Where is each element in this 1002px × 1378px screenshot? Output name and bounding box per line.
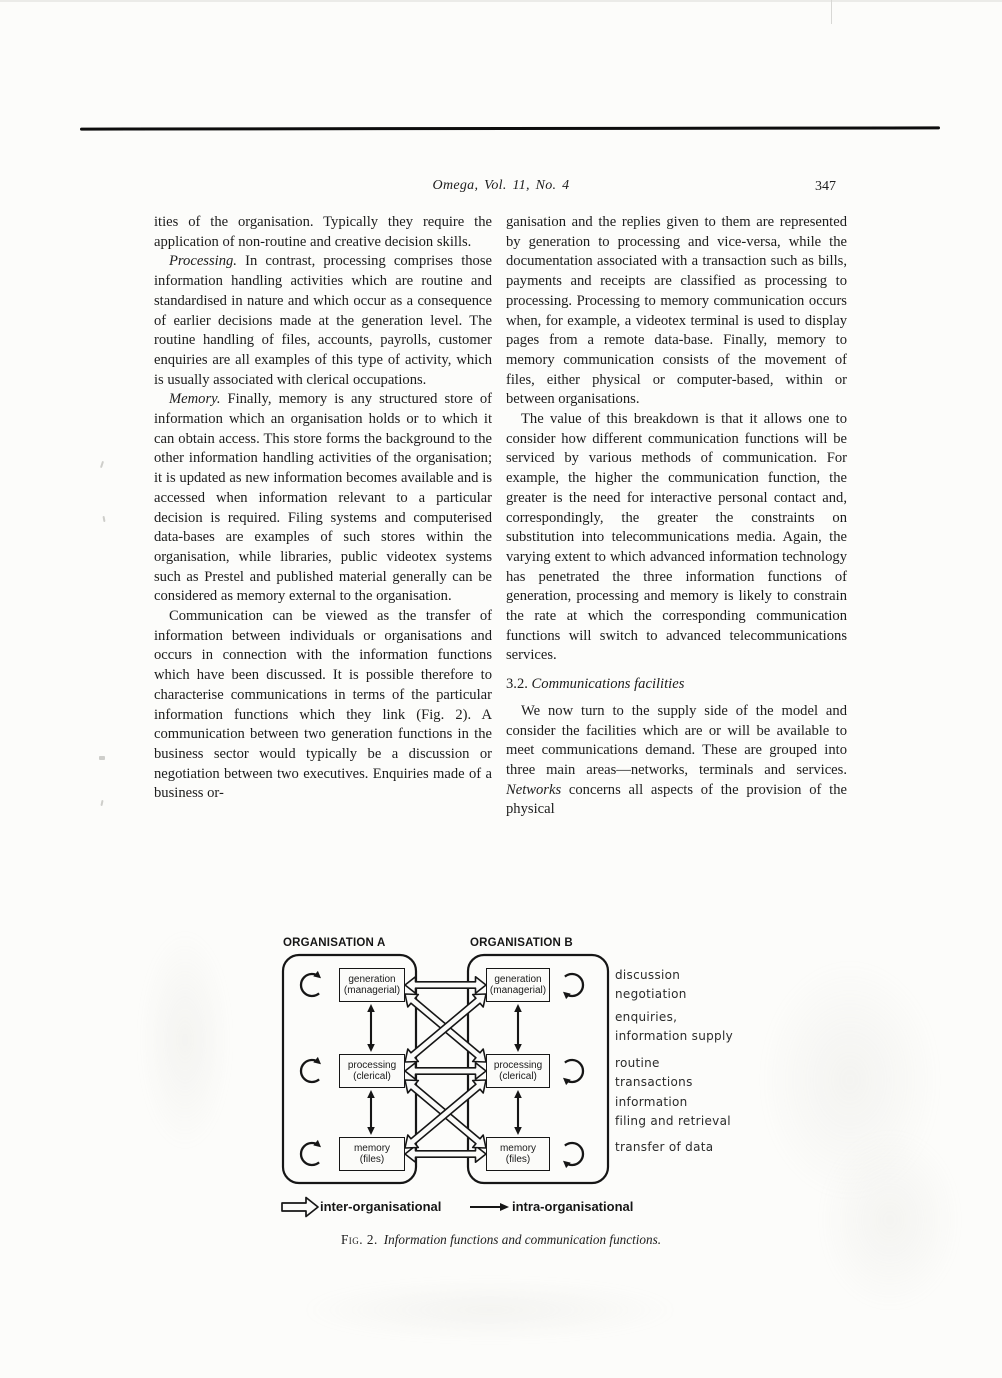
paragraph: The value of this breakdown is that it allows one to consider how different communication functions will be serviced by various methods of communication. For example, the higher the communication function, the greater is the need for interactive personal contact and, correspondingly, the greater the constraints on substitution into telecommunications media. Again, the varying extent to which advanced information technology has penetrated the three information functions of generation, processing and memory is likely to constrain the rate at which the corresponding communication functions will switch to advanced telecommunications services. <box>506 411 847 664</box>
organisation-a-title: ORGANISATION A <box>283 937 386 949</box>
inter-organisational-arrow <box>405 977 486 993</box>
box-processing-b <box>486 1054 550 1088</box>
inter-organisational-arrow <box>405 1063 486 1079</box>
journal-title: Omega, Vol. 11, No. 4 <box>432 178 570 193</box>
box-memory-a <box>339 1137 405 1171</box>
figure-caption-label: Fig. 2. <box>340 1232 378 1247</box>
box-label: processing <box>493 1059 543 1071</box>
side-label-routine: routine transactions <box>615 1056 693 1089</box>
legend-inter-arrow-icon <box>282 1198 318 1217</box>
legend-inter-label: inter-organisational <box>320 1199 442 1214</box>
scan-smudge <box>300 1280 680 1340</box>
arrowhead-icon <box>367 1044 375 1052</box>
arrowhead-icon <box>514 1090 522 1098</box>
box-label: (files) <box>359 1154 385 1165</box>
arrowhead-icon <box>367 1127 375 1135</box>
scan-smudge <box>140 930 230 1150</box>
header-rule <box>80 126 940 130</box>
box-label: processing <box>347 1059 397 1071</box>
side-label-discussion: discussion negotiation <box>615 968 687 1001</box>
box-generation-b <box>486 968 550 1002</box>
right-column <box>506 213 847 820</box>
box-label: (managerial) <box>489 985 547 996</box>
arrowhead-icon <box>514 1004 522 1012</box>
box-label: generation <box>494 973 542 985</box>
scan-speck <box>100 800 103 806</box>
arrowhead-icon <box>500 1203 509 1211</box>
running-head <box>0 178 1002 194</box>
scan-speck <box>100 461 104 468</box>
box-label: (clerical) <box>353 1071 391 1082</box>
scan-smudge <box>760 960 940 1200</box>
box-label: memory <box>499 1142 537 1154</box>
scan-artifact-line <box>831 0 832 24</box>
paragraph: ganisation and the replies given to them are represented by generation to processing and vice-versa, while the documentation associated with a transaction such as bills, payments and receipts are classified as processing to processing. Processing to memory communication occurs when, for example, a videotex terminal is used to display pages from a remote data-base. Finally, memory to memory communication consists of the movement of files, either physical or computer-based, within or between organisations. <box>506 214 847 408</box>
box-label: (clerical) <box>499 1071 537 1082</box>
self-loop-icon <box>301 974 319 996</box>
legend-intra-label: intra-organisational <box>512 1199 634 1214</box>
side-label-transfer: transfer of data <box>615 1140 714 1154</box>
scan-speck <box>102 516 105 522</box>
self-loop-icon <box>565 974 583 996</box>
box-label: generation <box>348 973 396 985</box>
arrowhead-icon <box>367 1004 375 1012</box>
paragraph: Communication can be viewed as the transfer of information between individuals or organisations and occurs in connection with the information functions which have been discussed. It is possible therefore to characterise communications in terms of the particular information functions which they link (Fig. 2). A communication between two generation functions in the business sector would typically be a discussion or negotiation between two executives. Enquiries made of a business or- <box>154 608 492 802</box>
box-label: (files) <box>505 1154 531 1165</box>
figure-caption-text: Information functions and communication functions. <box>383 1232 662 1247</box>
self-loop-icon <box>565 1143 583 1165</box>
figure-caption <box>0 1232 1002 1248</box>
page-number: 347 <box>815 179 836 194</box>
self-loop-icon <box>565 1060 583 1082</box>
scan-speck <box>99 756 105 760</box>
left-column <box>154 213 492 804</box>
side-label-filing: information filing and retrieval <box>615 1095 731 1128</box>
box-label: (managerial) <box>343 985 401 996</box>
self-loop-icon <box>301 1143 319 1165</box>
box-memory-b <box>486 1137 550 1171</box>
scan-top-edge <box>0 0 1002 2</box>
box-processing-a <box>339 1054 405 1088</box>
arrowhead-icon <box>514 1127 522 1135</box>
arrowhead-icon <box>514 1044 522 1052</box>
organisation-b-title: ORGANISATION B <box>470 937 573 949</box>
side-label-enquiries: enquiries, information supply <box>615 1010 733 1043</box>
paragraph: We now turn to the supply side of the model and consider the facilities which are or will be available to meet communications demand. These are grouped into three main areas—networks, terminals and services. Networks concerns all aspects of the provision of the physical <box>506 702 847 818</box>
arrowhead-icon <box>367 1090 375 1098</box>
self-loop-icon <box>301 1060 319 1082</box>
scan-smudge <box>820 1130 960 1310</box>
paragraph: ities of the organisation. Typically they require the application of non-routine and creative decision skills. <box>154 214 492 250</box>
paragraph: Memory. Finally, memory is any structured store of information which an organisation holds or to which it can obtain access. This store forms the background to the other information handling activities of the organisation; it is updated as new information becomes available and is accessed when information relevant to a particular decision is required. Filing systems and computerised data-bases are examples of such stores within the organisation, while libraries, public videotex systems such as Prestel and published material generally can be considered as memory external to the organisation. <box>154 391 492 605</box>
paragraph: Processing. In contrast, processing comprises those information handling activities which are routine and standardised in nature and which occur as a consequence of earlier decisions made at the generation level. The routine handling of files, accounts, payrolls, customer enquiries are all examples of this type of activity, which is usually associated with clerical occupations. <box>154 253 492 388</box>
box-generation-a <box>339 968 405 1002</box>
box-label: memory <box>353 1142 391 1154</box>
section-heading: 3.2. Communications facilities <box>506 676 685 693</box>
